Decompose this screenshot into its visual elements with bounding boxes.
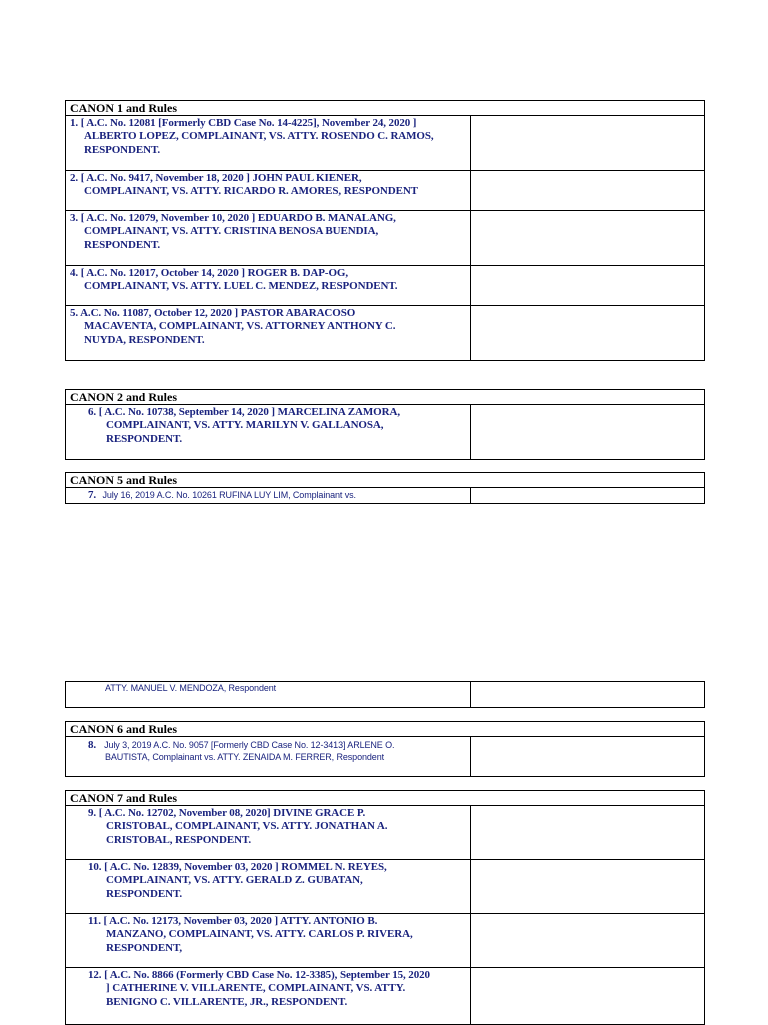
- notes-cell: [471, 914, 704, 967]
- case-line: ALBERTO LOPEZ, COMPLAINANT, VS. ATTY. ROSENDO C. RAMOS,: [84, 130, 434, 143]
- notes-cell: [471, 682, 704, 707]
- canon-1-header: CANON 1 and Rules: [66, 101, 704, 116]
- table-row: [66, 860, 704, 914]
- case-entry-3: [70, 212, 470, 252]
- table-row: [66, 806, 704, 860]
- case-line: July 16, 2019 A.C. No. 10261 RUFINA LUY LIM, Complainant vs.: [102, 490, 356, 500]
- case-line: 3. [ A.C. No. 12079, November 10, 2020 ] EDUARDO B. MANALANG,: [70, 212, 396, 224]
- case-cell: [66, 682, 471, 707]
- notes-cell: [471, 737, 704, 776]
- canon-2-table: [65, 389, 705, 460]
- notes-cell: [471, 806, 704, 859]
- case-entry-12: [70, 969, 470, 1009]
- case-line: 6. [ A.C. No. 10738, September 14, 2020 ] MARCELINA ZAMORA,: [88, 406, 400, 418]
- case-cell: [66, 737, 471, 776]
- case-line: 4. [ A.C. No. 12017, October 14, 2020 ] ROGER B. DAP-OG,: [70, 267, 349, 279]
- table-row: [66, 737, 704, 776]
- table-row: [66, 914, 704, 968]
- case-line: July 3, 2019 A.C. No. 9057 [Formerly CBD Case No. 12-3413] ARLENE O.: [104, 740, 395, 750]
- case-line: 9. [ A.C. No. 12702, November 08, 2020] DIVINE GRACE P.: [88, 807, 366, 819]
- notes-cell: [471, 211, 704, 265]
- canon-7-header: CANON 7 and Rules: [66, 791, 704, 806]
- case-number: 8.: [88, 739, 97, 751]
- case-line: COMPLAINANT, VS. ATTY. GERALD Z. GUBATAN,: [106, 874, 363, 887]
- canon-5-table: [65, 472, 705, 504]
- notes-cell: [471, 306, 704, 360]
- case-line: RESPONDENT.: [84, 143, 161, 156]
- case-cell: [66, 968, 471, 1024]
- case-line: BAUTISTA, Complainant vs. ATTY. ZENAIDA M. FERRER, Respondent: [105, 752, 384, 762]
- case-line: CRISTOBAL, RESPONDENT.: [106, 833, 252, 846]
- case-line: COMPLAINANT, VS. ATTY. RICARDO R. AMORES, RESPONDENT: [84, 185, 418, 198]
- canon-6-table: [65, 721, 705, 777]
- case-line: MACAVENTA, COMPLAINANT, VS. ATTORNEY ANTHONY C.: [84, 320, 396, 333]
- table-row: [66, 968, 704, 1024]
- case-entry-4: [70, 267, 470, 294]
- case-cell: [66, 405, 471, 459]
- table-row: [66, 211, 704, 266]
- case-line: ATTY. MANUEL V. MENDOZA, Respondent: [105, 683, 277, 693]
- case-line: CRISTOBAL, COMPLAINANT, VS. ATTY. JONATHAN A.: [106, 820, 388, 833]
- case-entry-6: [70, 406, 470, 446]
- case-line: MANZANO, COMPLAINANT, VS. ATTY. CARLOS P. RIVERA,: [106, 928, 413, 941]
- case-entry-7-continuation: [105, 682, 505, 694]
- case-cell: [66, 211, 471, 265]
- table-row: [66, 171, 704, 211]
- case-entry-2: [70, 172, 470, 199]
- case-line: ] CATHERINE V. VILLARENTE, COMPLAINANT, VS. ATTY.: [106, 982, 406, 995]
- case-cell: [66, 488, 471, 503]
- notes-cell: [471, 171, 704, 210]
- case-entry-7: [88, 489, 488, 501]
- notes-cell: [471, 405, 704, 459]
- case-line: NUYDA, RESPONDENT.: [84, 333, 205, 346]
- case-line: BENIGNO C. VILLARENTE, JR., RESPONDENT.: [106, 995, 348, 1008]
- table-row: [66, 266, 704, 306]
- case-line: 10. [ A.C. No. 12839, November 03, 2020 ] ROMMEL N. REYES,: [88, 861, 387, 873]
- notes-cell: [471, 266, 704, 305]
- case-line: 12. [ A.C. No. 8866 (Formerly CBD Case No. 12-3385), September 15, 2020: [88, 969, 430, 981]
- case-entry-10: [70, 861, 470, 901]
- canon-2-header: CANON 2 and Rules: [66, 390, 704, 405]
- table-row: [66, 682, 704, 707]
- case-number: 7.: [88, 489, 97, 501]
- case-line: COMPLAINANT, VS. ATTY. MARILYN V. GALLANOSA,: [106, 419, 384, 432]
- case-line: RESPONDENT.: [106, 887, 183, 900]
- case-line: 5. A.C. No. 11087, October 12, 2020 ] PASTOR ABARACOSO: [70, 307, 356, 319]
- notes-cell: [471, 116, 704, 170]
- case-cell: [66, 806, 471, 859]
- notes-cell: [471, 968, 704, 1024]
- notes-cell: [471, 860, 704, 913]
- case-cell: [66, 914, 471, 967]
- case-entry-8: [88, 739, 488, 763]
- case-cell: [66, 171, 471, 210]
- case-line: RESPONDENT.: [84, 238, 161, 251]
- case-cell: [66, 306, 471, 360]
- case-entry-1: [70, 117, 470, 157]
- canon-6-header: CANON 6 and Rules: [66, 722, 704, 737]
- table-row: [66, 306, 704, 360]
- case-cell: [66, 266, 471, 305]
- case-line: 1. [ A.C. No. 12081 [Formerly CBD Case No. 14-4225], November 24, 2020 ]: [70, 117, 417, 129]
- case-entry-9: [70, 807, 470, 847]
- case-line: COMPLAINANT, VS. ATTY. LUEL C. MENDEZ, RESPONDENT.: [84, 280, 398, 293]
- canon-5-header: CANON 5 and Rules: [66, 473, 704, 488]
- case-line: RESPONDENT.: [106, 432, 183, 445]
- canon-1-table: [65, 100, 705, 361]
- canon-7-table: [65, 790, 705, 1025]
- case-entry-5: [70, 307, 470, 347]
- table-row: [66, 405, 704, 459]
- case-entry-11: [70, 915, 470, 955]
- case-line: COMPLAINANT, VS. ATTY. CRISTINA BENOSA BUENDIA,: [84, 225, 379, 238]
- case-line: 2. [ A.C. No. 9417, November 18, 2020 ] JOHN PAUL KIENER,: [70, 172, 362, 184]
- notes-cell: [471, 488, 704, 503]
- table-row: [66, 116, 704, 171]
- case-cell: [66, 860, 471, 913]
- canon-5-continuation-table: [65, 681, 705, 708]
- case-cell: [66, 116, 471, 170]
- case-line: RESPONDENT,: [106, 941, 183, 954]
- table-row: [66, 488, 704, 503]
- case-line: 11. [ A.C. No. 12173, November 03, 2020 ] ATTY. ANTONIO B.: [88, 915, 378, 927]
